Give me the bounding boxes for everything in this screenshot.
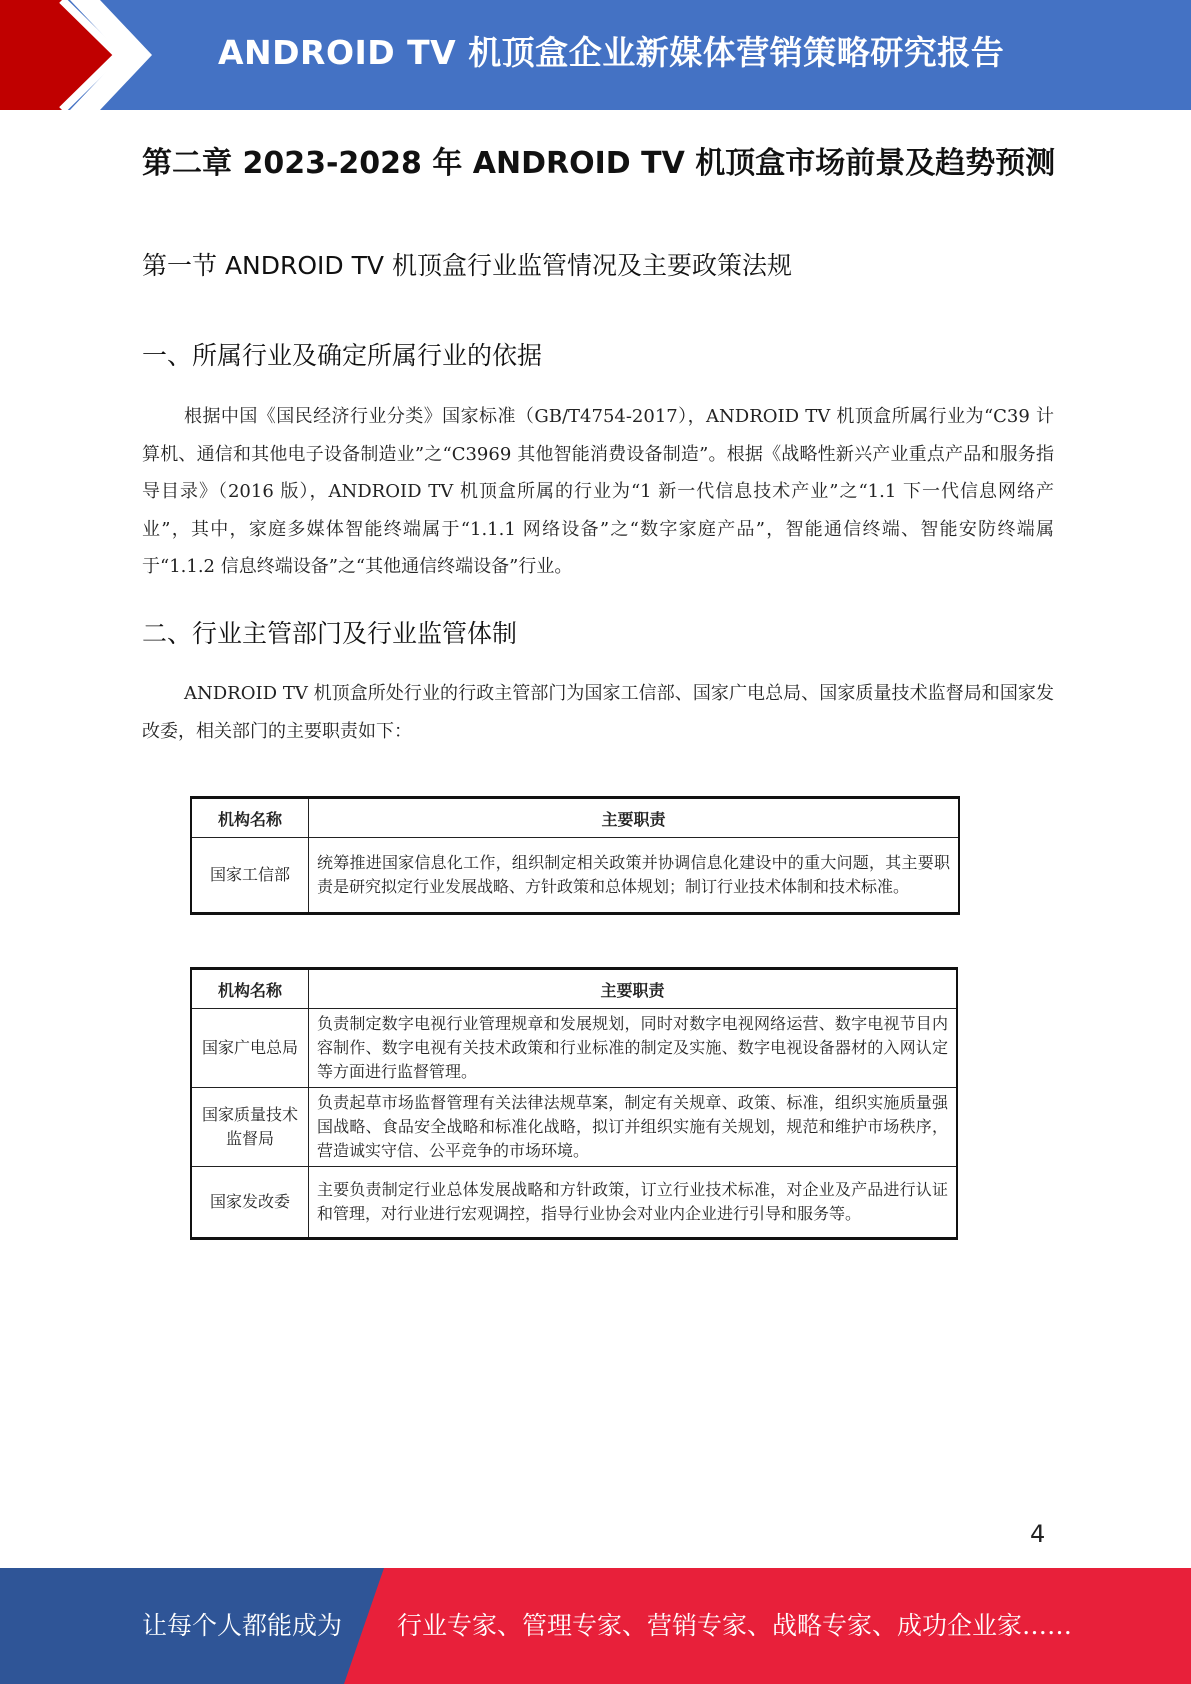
agency-duty-cell: 负责起草市场监督管理有关法律法规草案，制定有关规章、政策、标准，组织实施质量强国战略、食品安全战略和标准化战略，拟订并组织实施有关规划，规范和维护市场秩序，营造诚实守信、公平竞争的市场环境。 <box>309 1088 958 1167</box>
section-title: 第一节 ANDROID TV 机顶盒行业监管情况及主要政策法规 <box>142 251 792 280</box>
table-header-row <box>191 798 959 838</box>
table-row <box>191 1167 957 1239</box>
table-row <box>191 1088 957 1167</box>
report-footer-banner <box>0 1568 1191 1684</box>
report-title: ANDROID TV 机顶盒企业新媒体营销策略研究报告 <box>218 33 1005 72</box>
footer-slogan-left: 让每个人都能成为 <box>142 1611 343 1640</box>
column-header-agency: 机构名称 <box>191 798 309 838</box>
table-row <box>191 1009 957 1088</box>
column-header-agency: 机构名称 <box>191 969 309 1009</box>
column-header-duty: 主要职责 <box>309 798 960 838</box>
report-header-banner <box>0 0 1191 110</box>
part2-paragraph: ANDROID TV 机顶盒所处行业的行政主管部门为国家工信部、国家广电总局、国家质量技术监督局和国家发改委，相关部门的主要职责如下： <box>142 683 1054 742</box>
column-header-duty: 主要职责 <box>309 969 958 1009</box>
regulator-table-1 <box>190 796 960 915</box>
page-number: 4 <box>1030 1520 1046 1548</box>
chapter-title: 第二章 2023-2028 年 ANDROID TV 机顶盒市场前景及趋势预测 <box>142 146 1056 181</box>
agency-duty-cell: 负责制定数字电视行业管理规章和发展规划，同时对数字电视网络运营、数字电视节目内容制作、数字电视有关技术政策和行业标准的制定及实施、数字电视设备器材的入网认定等方面进行监督管理。 <box>309 1009 958 1088</box>
part1-paragraph: 根据中国《国民经济行业分类》国家标准（GB/T4754-2017），ANDROID TV 机顶盒所属行业为“C39 计算机、通信和其他电子设备制造业”之“C3969 其他智能消费设备制造”。根据《战略性新兴产业重点产品和服务指导目录》（2016 版），ANDROID TV 机顶盒所属的行业为“1 新一代信息技术产业”之“1.1 下一代信息网络产业”，其中，家庭多媒体智能终端属于“1.1.1 网络设备”之“数字家庭产品”，智能通信终端、智能安防终端属于“1.1.2 信息终端设备”之“其他通信终端设备”行业。 <box>142 406 1054 577</box>
agency-name-cell: 国家工信部 <box>191 838 309 914</box>
table-row <box>191 838 959 914</box>
part1-heading: 一、所属行业及确定所属行业的依据 <box>142 341 543 370</box>
part2-heading: 二、行业主管部门及行业监管体制 <box>142 619 518 648</box>
agency-name-cell: 国家质量技术监督局 <box>191 1088 309 1167</box>
agency-duty-cell: 统筹推进国家信息化工作，组织制定相关政策并协调信息化建设中的重大问题，其主要职责是研究拟定行业发展战略、方针政策和总体规划；制订行业技术体制和技术标准。 <box>309 838 960 914</box>
agency-name-cell: 国家发改委 <box>191 1167 309 1239</box>
table-header-row <box>191 969 957 1009</box>
regulator-table-2 <box>190 967 958 1240</box>
agency-duty-cell: 主要负责制定行业总体发展战略和方针政策，订立行业技术标准，对企业及产品进行认证和管理，对行业进行宏观调控，指导行业协会对业内企业进行引导和服务等。 <box>309 1167 958 1239</box>
agency-name-cell: 国家广电总局 <box>191 1009 309 1088</box>
chevron-arrow-icon <box>0 0 160 110</box>
footer-slogan-right: 行业专家、管理专家、营销专家、战略专家、成功企业家…… <box>397 1611 1073 1640</box>
